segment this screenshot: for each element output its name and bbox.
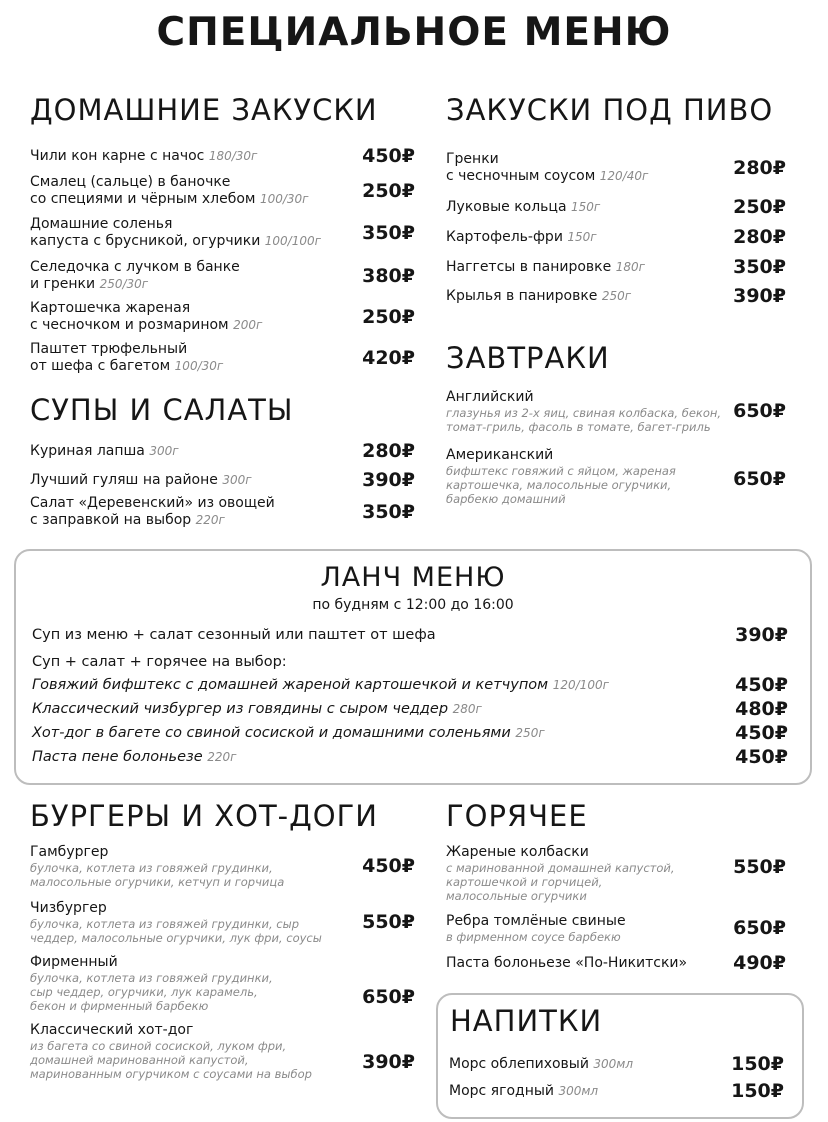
menu-item: Ребра томлёные свиные в фирменном соусе барбекю 650₽ <box>446 912 786 944</box>
item-price: 650₽ <box>362 986 415 1008</box>
item-price: 450₽ <box>735 746 788 768</box>
lunch-subtitle: по будням с 12:00 до 16:00 <box>312 597 514 613</box>
item-price: 250₽ <box>362 306 415 328</box>
menu-item: Паста болоньезе «По-Никитски» 490₽ <box>446 952 786 974</box>
lunch-row: Паста пене болоньезе 220г 450₽ <box>32 746 788 768</box>
menu-item: Смалец (сальце) в баночке со специями и чёрным хлебом 100/30г 250₽ <box>30 174 415 207</box>
item-price: 490₽ <box>733 952 786 974</box>
item-price: 550₽ <box>733 856 786 878</box>
menu-item: Домашние соленья капуста с брусникой, огурчики 100/100г 350₽ <box>30 216 415 249</box>
item-price: 250₽ <box>362 180 415 202</box>
item-price: 350₽ <box>362 501 415 523</box>
item-price: 350₽ <box>362 222 415 244</box>
item-price: 420₽ <box>362 347 415 369</box>
item-price: 350₽ <box>733 256 786 278</box>
menu-item: Английский глазунья из 2-х яиц, свиная колбаска, бекон, томат-гриль, фасоль в томате, багет-гриль 650₽ <box>446 388 786 434</box>
item-price: 390₽ <box>362 1051 415 1073</box>
item-price: 280₽ <box>733 226 786 248</box>
menu-item: Крылья в панировке 250г 390₽ <box>446 285 786 307</box>
menu-item: Селедочка с лучком в банке и гренки 250/30г 380₽ <box>30 259 415 292</box>
menu-item: Картофель-фри 150г 280₽ <box>446 226 786 248</box>
menu-item: Наггетсы в панировке 180г 350₽ <box>446 256 786 278</box>
menu-item: Чили кон карне с начос 180/30г 450₽ <box>30 145 415 167</box>
lunch-row: Классический чизбургер из говядины с сыром чеддер 280г 480₽ <box>32 698 788 720</box>
item-price: 250₽ <box>733 196 786 218</box>
menu-item: Морс ягодный 300мл 150₽ <box>449 1080 784 1102</box>
item-price: 650₽ <box>733 468 786 490</box>
item-price: 550₽ <box>362 911 415 933</box>
item-price: 390₽ <box>735 624 788 646</box>
section-title-drinks: НАПИТКИ <box>450 1004 603 1038</box>
section-title-zakuski: ДОМАШНИЕ ЗАКУСКИ <box>30 93 378 127</box>
menu-item: Куриная лапша 300г 280₽ <box>30 440 415 462</box>
lunch-row: Хот-дог в багете со свиной сосиской и домашними соленьями 250г 450₽ <box>32 722 788 744</box>
menu-item: Паштет трюфельный от шефа с багетом 100/30г 420₽ <box>30 341 415 374</box>
lunch-row: Суп + салат + горячее на выбор: <box>32 654 287 670</box>
item-price: 150₽ <box>731 1080 784 1102</box>
menu-item: Луковые кольца 150г 250₽ <box>446 196 786 218</box>
item-price: 450₽ <box>362 145 415 167</box>
item-price: 450₽ <box>735 722 788 744</box>
menu-item: Американский бифштекс говяжий с яйцом, жареная картошечка, малосольные огурчики, барбекю домашний 650₽ <box>446 446 786 506</box>
lunch-title: ЛАНЧ МЕНЮ <box>320 562 506 593</box>
section-title-zavtraki: ЗАВТРАКИ <box>446 341 610 375</box>
menu-item: Морс облепиховый 300мл 150₽ <box>449 1053 784 1075</box>
menu-item: Классический хот-дог из багета со свиной сосиской, луком фри, домашней маринованной капустой, маринованным огурчиком с соусами на выбор 390₽ <box>30 1021 415 1081</box>
lunch-row: Говяжий бифштекс с домашней жареной картошечкой и кетчупом 120/100г 450₽ <box>32 674 788 696</box>
section-title-supy: СУПЫ И САЛАТЫ <box>30 393 294 427</box>
menu-item: Чизбургер булочка, котлета из говяжей грудинки, сыр чеддер, малосольные огурчики, лук фри, соусы 550₽ <box>30 899 415 945</box>
menu-item: Гренки с чесночным соусом 120/40г 280₽ <box>446 151 786 184</box>
item-price: 390₽ <box>733 285 786 307</box>
item-price: 380₽ <box>362 265 415 287</box>
section-title-burgers: БУРГЕРЫ И ХОТ-ДОГИ <box>30 799 379 833</box>
menu-item: Гамбургер булочка, котлета из говяжей грудинки, малосольные огурчики, кетчуп и горчица 450₽ <box>30 843 415 889</box>
section-title-hot: ГОРЯЧЕЕ <box>446 799 588 833</box>
item-price: 450₽ <box>362 855 415 877</box>
menu-item: Жареные колбаски с маринованной домашней капустой, картошечкой и горчицей, малосольные огурчики 550₽ <box>446 843 786 903</box>
menu-title: СПЕЦИАЛЬНОЕ МЕНЮ <box>156 10 672 55</box>
item-price: 280₽ <box>733 157 786 179</box>
lunch-row: Суп из меню + салат сезонный или паштет от шефа 390₽ <box>32 624 788 646</box>
item-price: 650₽ <box>733 400 786 422</box>
item-price: 650₽ <box>733 917 786 939</box>
item-price: 480₽ <box>735 698 788 720</box>
item-price: 280₽ <box>362 440 415 462</box>
item-price: 150₽ <box>731 1053 784 1075</box>
menu-item: Салат «Деревенский» из овощей с заправкой на выбор 220г 350₽ <box>30 495 415 528</box>
menu-item: Фирменный булочка, котлета из говяжей грудинки, сыр чеддер, огурчики, лук карамель, бекон и фирменный барбекю 650₽ <box>30 953 415 1013</box>
menu-item: Картошечка жареная с чесночком и розмарином 200г 250₽ <box>30 300 415 333</box>
section-title-pivo: ЗАКУСКИ ПОД ПИВО <box>446 93 774 127</box>
item-price: 450₽ <box>735 674 788 696</box>
item-price: 390₽ <box>362 469 415 491</box>
menu-item: Лучший гуляш на районе 300г 390₽ <box>30 469 415 491</box>
